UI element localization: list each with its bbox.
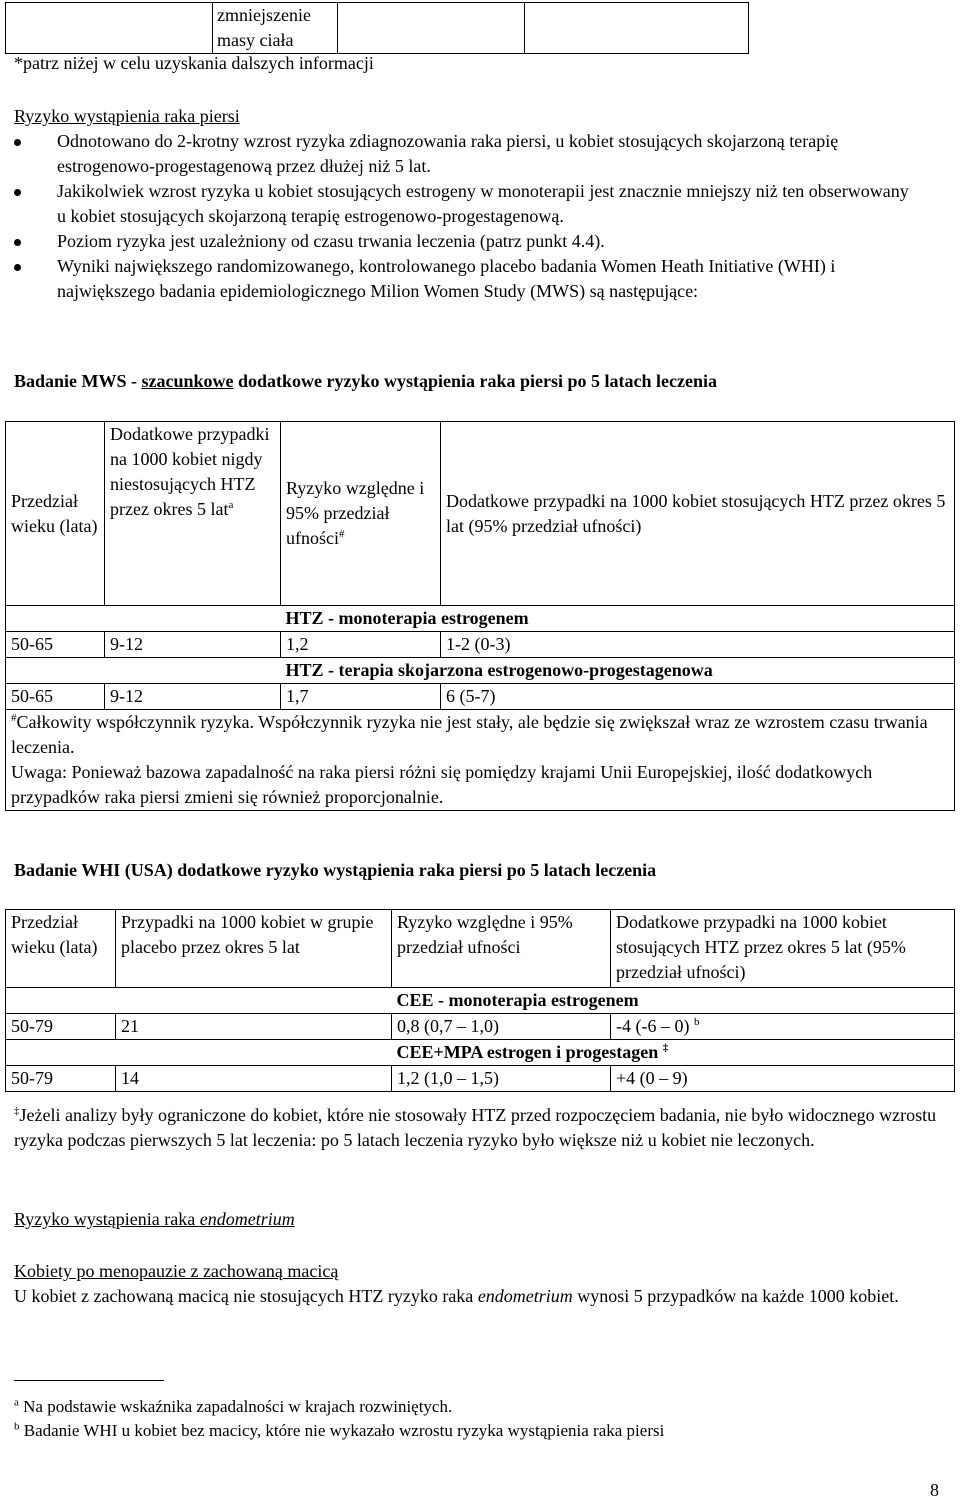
group-spacer bbox=[6, 606, 281, 632]
header-extra-cases: Dodatkowe przypadki na 1000 kobiet stosujących HTZ przez okres 5 lat (95% przedział ufności) bbox=[441, 422, 955, 606]
header-cases: Dodatkowe przypadki na 1000 kobiet nigdy niestosujących HTZ przez okres 5 lat$^a$ bbox=[105, 422, 281, 606]
cell-extra: 6 (5-7) bbox=[441, 684, 955, 710]
cell-age: 50-79 bbox=[6, 1066, 116, 1092]
risk-bullet-list bbox=[14, 129, 914, 304]
whi-title: Badanie WHI (USA) dodatkowe ryzyko wystąpienia raka piersi po 5 latach leczenia bbox=[14, 860, 657, 880]
list-item: Odnotowano do 2-krotny wzrost ryzyka zdiagnozowania raka piersi, u kobiet stosujących skojarzoną terapię estrogenowo-progestagenową przez dłużej niż 5 lat. bbox=[14, 129, 914, 179]
group-label: HTZ - monoterapia estrogenem bbox=[281, 606, 955, 632]
section-heading-breast-cancer: Ryzyko wystąpienia raka piersi bbox=[14, 106, 240, 126]
cell-extra: 1-2 (0-3) bbox=[441, 632, 955, 658]
mws-table bbox=[5, 421, 955, 811]
top-note: *patrz niżej w celu uzyskania dalszych informacji bbox=[14, 53, 374, 73]
table-row bbox=[6, 684, 955, 710]
top-cell-text: zmniejszenie masy ciała bbox=[213, 3, 338, 54]
endometrium-text: U kobiet z zachowaną macicą nie stosujących HTZ ryzyko raka endometrium wynosi 5 przypadków na każde 1000 kobiet. bbox=[14, 1286, 899, 1306]
list-item: Wyniki największego randomizowanego, kontrolowanego placebo badania Women Heath Initiative (WHI) i największego badania epidemiologicznego Milion Women Study (MWS) są następujące: bbox=[14, 254, 914, 304]
whi-note: ‡Jeżeli analizy były ograniczone do kobiet, które nie stosowały HTZ przed rozpoczęciem badania, nie było widocznego wzrostu ryzyka podczas pierwszych 5 lat leczenia: po 5 latach leczenia ryzyko było większe niż u kobiet nie leczonych. bbox=[14, 1105, 937, 1150]
cell-rr: 1,7 bbox=[281, 684, 441, 710]
list-item: Jakikolwiek wzrost ryzyka u kobiet stosujących estrogeny w monoterapii jest znacznie mniejszy niż ten obserwowany u kobiet stosujących skojarzoną terapię estrogenowo-progestagenową. bbox=[14, 179, 914, 229]
bullet-icon bbox=[14, 139, 21, 146]
cell-extra: +4 (0 – 9) bbox=[611, 1066, 955, 1092]
footnote-divider bbox=[14, 1380, 164, 1381]
mws-table-note: #Całkowity współczynnik ryzyka. Współczynnik ryzyka nie jest stały, ale będzie się zwiększał wraz ze wzrostem czasu trwania leczenia. Uwaga: Ponieważ bazowa zapadalność na raka piersi różni się pomiędzy krajami Unii Europejskiej, ilość dodatkowych przypadków raka piersi zmieni się również proporcjonalnie. bbox=[6, 710, 955, 811]
section-heading-endometrium: Ryzyko wystąpienia raka endometrium bbox=[14, 1209, 295, 1229]
top-fragment-table bbox=[5, 2, 749, 54]
header-age: Przedział wieku (lata) bbox=[6, 422, 105, 606]
header-relative-risk: Ryzyko względne i 95% przedział ufności# bbox=[281, 422, 441, 606]
cell-rr: 0,8 (0,7 – 1,0) bbox=[392, 1014, 611, 1040]
group-label: CEE+MPA estrogen i progestagen ‡ bbox=[392, 1040, 955, 1066]
group-spacer bbox=[6, 1040, 392, 1066]
cell-cases: 9-12 bbox=[105, 684, 281, 710]
top-cell-empty bbox=[338, 3, 525, 54]
header-extra-cases: Dodatkowe przypadki na 1000 kobiet stosujących HTZ przez okres 5 lat (95% przedział ufności) bbox=[611, 910, 955, 988]
group-spacer bbox=[6, 658, 281, 684]
subheading-postmenopausal: Kobiety po menopauzie z zachowaną macicą bbox=[14, 1261, 339, 1281]
footnote-a: $^a$ Na podstawie wskaźnika zapadalności w krajach rozwiniętych. bbox=[14, 1396, 453, 1416]
mws-title: Badanie MWS - szacunkowe dodatkowe ryzyko wystąpienia raka piersi po 5 latach leczenia bbox=[14, 371, 718, 391]
bullet-icon bbox=[14, 239, 21, 246]
bullet-icon bbox=[14, 189, 21, 196]
cell-placebo: 21 bbox=[116, 1014, 392, 1040]
cell-placebo: 14 bbox=[116, 1066, 392, 1092]
top-cell-empty bbox=[6, 3, 213, 54]
cell-rr: 1,2 bbox=[281, 632, 441, 658]
whi-table bbox=[5, 909, 955, 1092]
header-placebo: Przypadki na 1000 kobiet w grupie placebo przez okres 5 lat bbox=[116, 910, 392, 988]
cell-age: 50-65 bbox=[6, 632, 105, 658]
table-row bbox=[6, 1066, 955, 1092]
cell-extra: -4 (-6 – 0) $^b$ bbox=[611, 1014, 955, 1040]
top-cell-empty bbox=[525, 3, 749, 54]
group-label: CEE - monoterapia estrogenem bbox=[392, 988, 955, 1014]
cell-age: 50-65 bbox=[6, 684, 105, 710]
table-row bbox=[6, 1014, 955, 1040]
list-item: Poziom ryzyka jest uzależniony od czasu trwania leczenia (patrz punkt 4.4). bbox=[14, 229, 914, 254]
group-label: HTZ - terapia skojarzona estrogenowo-progestagenowa bbox=[281, 658, 955, 684]
footnote-b: $^b$ Badanie WHI u kobiet bez macicy, które nie wykazało wzrostu ryzyka wystąpienia raka piersi bbox=[14, 1420, 665, 1440]
group-spacer bbox=[6, 988, 392, 1014]
bullet-icon bbox=[14, 264, 21, 271]
cell-cases: 9-12 bbox=[105, 632, 281, 658]
cell-age: 50-79 bbox=[6, 1014, 116, 1040]
cell-rr: 1,2 (1,0 – 1,5) bbox=[392, 1066, 611, 1092]
header-relative-risk: Ryzyko względne i 95% przedział ufności bbox=[392, 910, 611, 988]
table-row bbox=[6, 632, 955, 658]
page-number: 8 bbox=[930, 1480, 939, 1500]
header-age: Przedział wieku (lata) bbox=[6, 910, 116, 988]
